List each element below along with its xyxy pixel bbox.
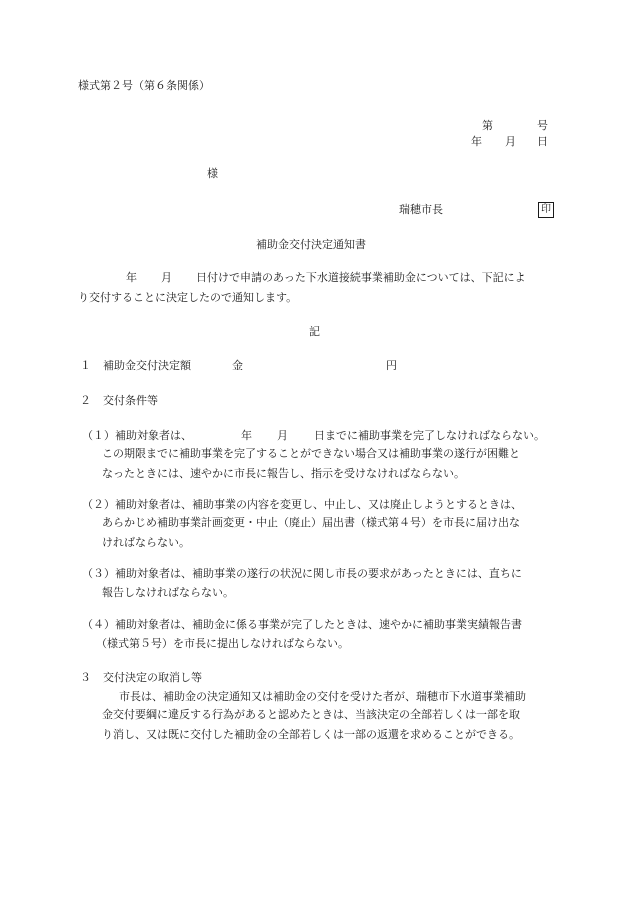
item3-line2: 金交付要綱に違反する行為があると認めたときは、当該決定の全部若しくは一部を取 <box>102 708 520 721</box>
item2-label: 交付条件等 <box>103 394 158 407</box>
intro-year-label: 年 <box>126 271 137 284</box>
item1-number: １ <box>80 359 91 372</box>
ki-heading: 記 <box>309 325 320 338</box>
item1-kin: 金 <box>232 359 243 372</box>
cond4-line1: （４）補助対象者は、補助金に係る事業が完了したときは、速やかに補助事業実績報告書 <box>82 618 522 631</box>
item3-label: 交付決定の取消し等 <box>103 671 202 684</box>
item3-line3: り消し、又は既に交付した補助金の全部若しくは一部の返還を求めることができる。 <box>102 728 520 741</box>
date-day-label: 日 <box>537 135 548 148</box>
cond2-line2: あらかじめ補助事業計画変更・中止（廃止）届出書（様式第４号）を市長に届け出な <box>102 516 520 529</box>
item3-number: ３ <box>80 671 91 684</box>
item3-continuation <box>102 705 520 745</box>
issuer-name: 瑞穂市長 <box>399 203 443 216</box>
cond1-line2: この期限までに補助事業を完了することができない場合又は補助事業の遂行が困難と <box>102 447 520 460</box>
cond1-month-label: 月 <box>277 429 288 442</box>
date-year-label: 年 <box>471 135 482 148</box>
form-label: 様式第２号（第６条関係） <box>78 79 210 92</box>
cond1-continuation <box>102 444 520 484</box>
item1-label: 補助金交付決定額 <box>103 359 191 372</box>
cond1-rest: 日までに補助事業を完了しなければならない。 <box>314 429 545 442</box>
cond1-line3: なったときには、速やかに市長に報告し、指示を受けなければならない。 <box>102 467 465 480</box>
cond2-continuation <box>102 513 520 553</box>
document-title: 補助金交付決定通知書 <box>256 238 366 251</box>
cond3-line2: 報告しなければならない。 <box>102 586 234 599</box>
cond4-line2: （様式第５号）を市長に提出しなければならない。 <box>96 637 349 650</box>
cond3-line1: （３）補助対象者は、補助事業の遂行の状況に関し市長の要求があったときには、直ちに <box>82 567 522 580</box>
number-go-label: 号 <box>537 119 548 132</box>
addressee-suffix: 様 <box>207 167 218 180</box>
intro-text-line1: 日付けで申請のあった下水道接続事業補助金については、下記によ <box>196 271 526 284</box>
item3-line1: 市長は、補助金の決定通知又は補助金の交付を受けた者が、瑞穂市下水道事業補助 <box>119 690 526 703</box>
number-dai-label: 第 <box>482 119 493 132</box>
seal-mark: 印 <box>538 202 554 218</box>
cond2-line1: （２）補助対象者は、補助事業の内容を変更し、中止し、又は廃止しようとするときは、 <box>82 498 522 511</box>
cond2-line3: ければならない。 <box>102 536 190 549</box>
intro-text-line2: り交付することに決定したので通知します。 <box>78 291 298 304</box>
intro-month-label: 月 <box>161 271 172 284</box>
date-month-label: 月 <box>505 135 516 148</box>
item2-number: ２ <box>80 394 91 407</box>
cond1-prefix: （１）補助対象者は、 <box>82 429 192 442</box>
item1-yen: 円 <box>386 359 397 372</box>
cond1-year-label: 年 <box>241 429 252 442</box>
